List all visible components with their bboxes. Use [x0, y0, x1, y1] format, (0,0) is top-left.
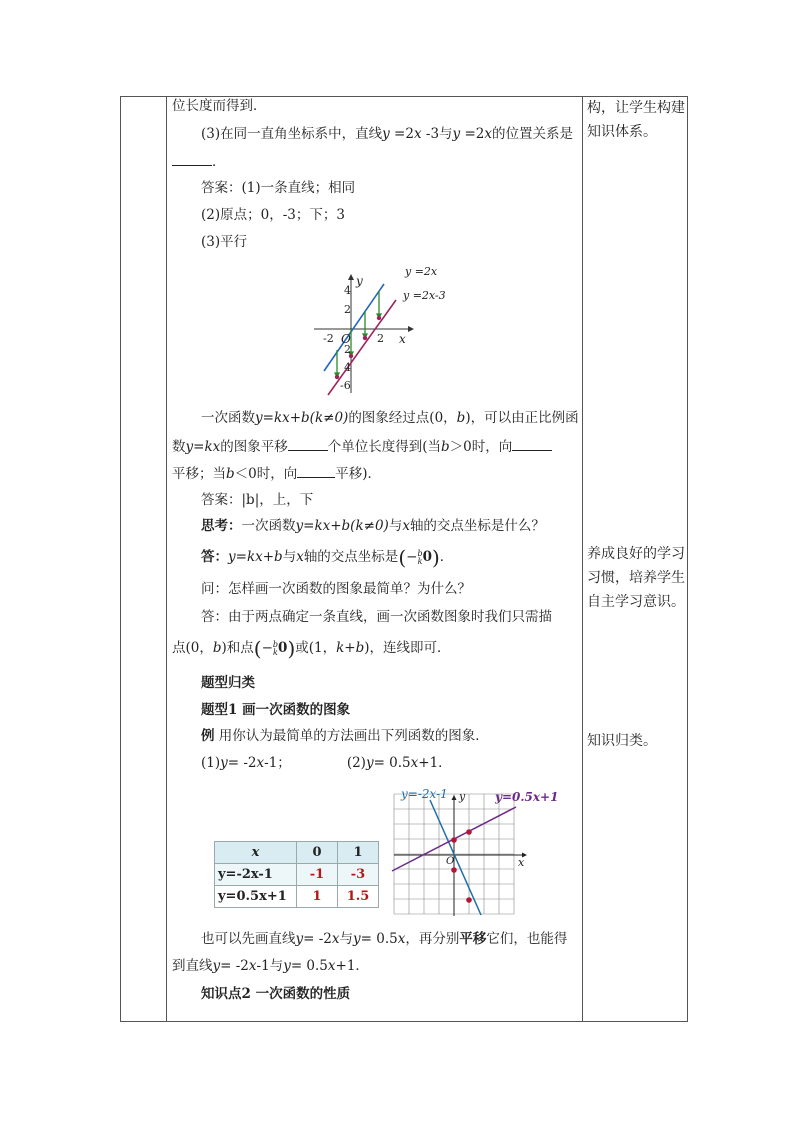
x-axis-label: x [518, 856, 525, 869]
point-1-1.5 [466, 829, 472, 835]
think-answer: 答：y=kx+b与x轴的交点坐标是(−b k0)． [201, 545, 454, 570]
paragraph-line-1: 一次函数y=kx+b(k≠0)的图象经过点(0，b)，可以由正比例函 [201, 410, 579, 426]
heading-knowledge-2: 知识点2 一次函数的性质 [201, 986, 351, 1002]
table-row [215, 864, 379, 886]
y-axis-label: y [459, 790, 466, 803]
table-header-cell: 1 [338, 842, 379, 864]
answer-4: 答案：|b|，上，下 [201, 492, 314, 508]
paragraph-line-2: 数y=kx的图象平移 个单位长度得到(当b＞0时，向 [172, 437, 552, 456]
point-1-neg3 [466, 897, 472, 903]
paragraph-line-3: 平移；当b＜0时，向 平移)． [172, 466, 382, 482]
table-header-cell: 0 [297, 842, 338, 864]
label-y-2x: y =2x [405, 265, 438, 278]
think-question: 思考：一次函数y=kx+b(k≠0)与x轴的交点坐标是什么？ [201, 518, 545, 534]
tick-ym6: -6 [340, 379, 351, 392]
tick-y4: 4 [344, 284, 351, 297]
table-header-row [215, 842, 379, 864]
tick-x2: 2 [377, 332, 384, 345]
heading-type-1: 题型1 画一次函数的图象 [201, 702, 351, 718]
label-y-2x-3: y =2x-3 [403, 289, 446, 302]
heading-type-summary: 题型归类 [201, 675, 255, 691]
table-row-label: y=0.5x+1 [215, 886, 297, 908]
graph-parallel-lines [300, 258, 470, 403]
label-y-neg2x-1: y=-2x-1 [401, 787, 448, 801]
label-y-0.5x+1: y=0.5x+1 [495, 790, 558, 804]
shift-note-1: 也可以先画直线y= -2x与y= 0.5x，再分别平移它们，也能得 [201, 931, 568, 947]
origin-label: O [446, 856, 455, 867]
answer-2: (2)原点；0，-3；下；3 [201, 207, 345, 223]
point-0-neg1 [451, 867, 457, 873]
graph-two-functions [388, 786, 558, 918]
answer-3: (3)平行 [201, 234, 248, 250]
line-y-2x-3 [328, 300, 396, 395]
table-cell: 1 [297, 886, 338, 908]
shift-note-2: 到直线y= -2x-1与y= 0.5x+1． [172, 958, 369, 974]
table-cell: -3 [338, 864, 379, 886]
note-classification: 知识归类。 [587, 733, 657, 749]
column-divider-left [166, 97, 167, 1021]
y-axis-label: y [356, 274, 363, 288]
answer-simplest-1: 答：由于两点确定一条直线，画一次函数图象时我们只需描 [201, 609, 552, 625]
tick-xm2: -2 [323, 332, 334, 345]
point-0-1 [451, 837, 457, 843]
origin-label: O [341, 332, 351, 346]
table-row [215, 886, 379, 908]
y-axis-arrow [348, 274, 354, 280]
question-3: (3)在同一直角坐标系中，直线y =2x -3与y =2x的位置关系是 [201, 126, 574, 142]
value-table [214, 841, 379, 908]
note-study-habits: 养成良好的学习习惯，培养学生自主学习意识。 [587, 546, 685, 610]
table-cell: 1.5 [338, 886, 379, 908]
example-parts: (1)y= -2x-1； (2)y= 0.5x+1． [201, 755, 452, 771]
answer-1: 答案：(1)一条直线；相同 [201, 180, 356, 196]
tick-ym4: 4 [344, 361, 351, 374]
text-line: 位长度而得到． [172, 98, 267, 114]
question-3-blank: ． [172, 152, 226, 171]
x-axis-label: x [399, 332, 406, 346]
shifted-points [335, 316, 381, 379]
table-cell: -1 [297, 864, 338, 886]
shifted-point [335, 375, 339, 379]
example-statement: 例 用你认为最简单的方法画出下列函数的图象． [201, 728, 489, 744]
line-y-neg2x-1 [430, 800, 481, 915]
answer-simplest-2: 点(0，b)和点(−b k0)或(1，k+b)，连线即可． [172, 636, 451, 661]
shifted-point [363, 336, 367, 340]
column-divider-right [582, 97, 583, 1021]
note-knowledge-system: 构，让学生构建知识体系。 [587, 100, 685, 140]
tick-ym2: 2 [344, 343, 351, 356]
question-simplest: 问：怎样画一次函数的图象最简单？为什么？ [201, 581, 471, 597]
table-row-label: y=-2x-1 [215, 864, 297, 886]
x-axis-arrow [408, 326, 414, 332]
shifted-point [377, 316, 381, 320]
tick-y2: 2 [344, 303, 351, 316]
table-header-cell: x [215, 842, 297, 864]
y-axis-arrow [452, 795, 457, 800]
